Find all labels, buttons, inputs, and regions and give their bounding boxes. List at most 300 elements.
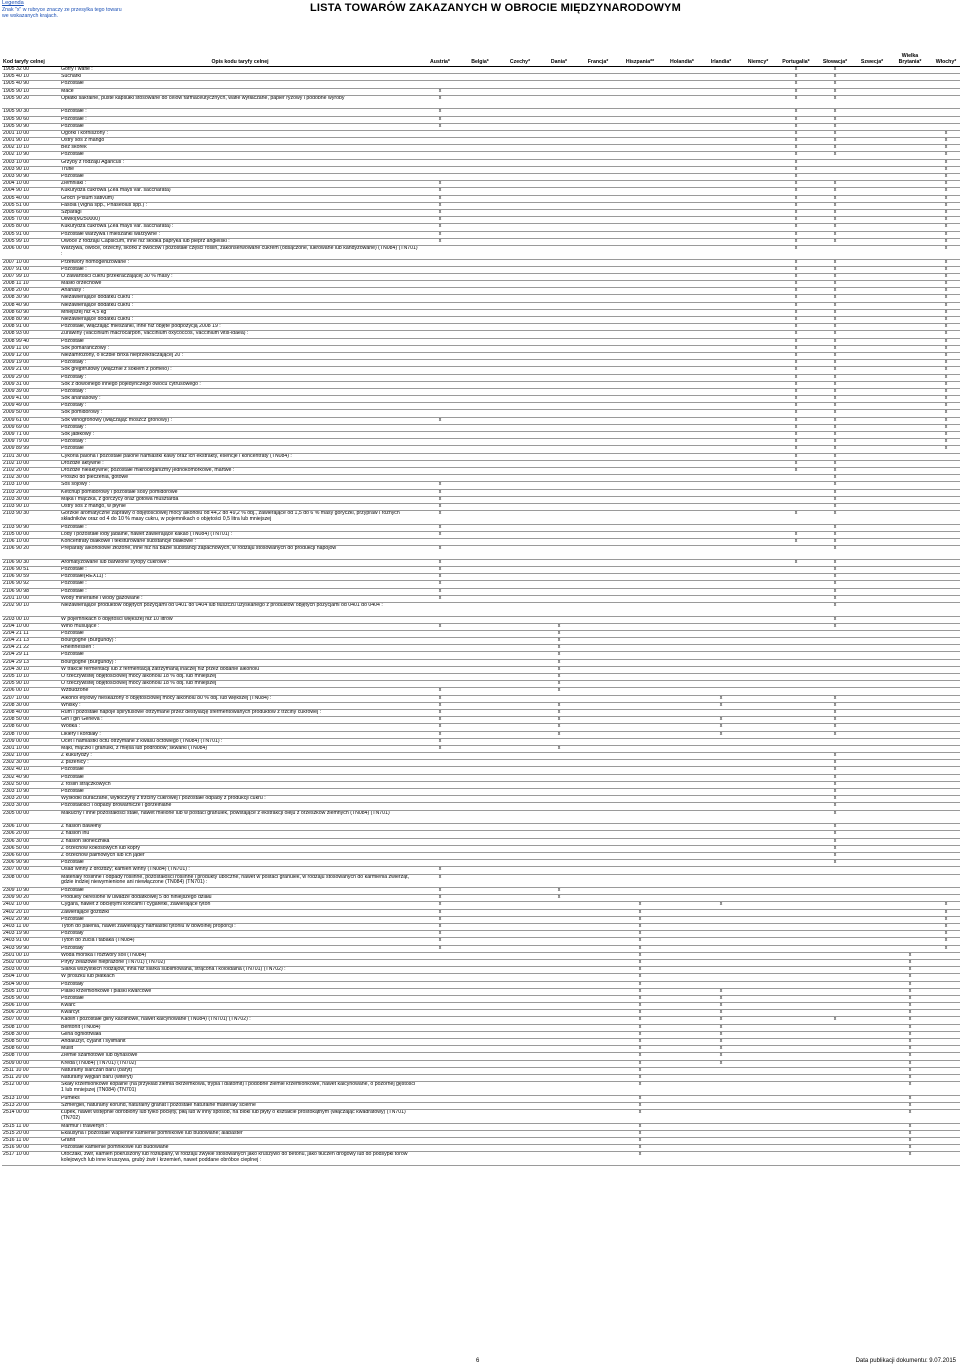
country-mark-cell [540,959,578,966]
country-mark-cell [854,288,890,295]
description-cell: Gorzkie aromatyczne zaprawy o objętościowej mocy alkoholu od 44,2 do 49,2 % obj., zawierające od 1,5 do 6 % masy goryczki, przypraw i różnych składników oraz od 4 do 10 % masy cukru, w pojemnikach o objętości 0,5 litra lub mniejszej [60,511,420,525]
table-row [2,224,960,231]
country-mark-cell [816,638,854,645]
description-cell: Wysłodki buraczane, wytłoczyny z trzciny cukrowej i pozostałe odpady z produkcji cukru : [60,796,420,803]
country-mark-cell [776,1095,816,1102]
country-mark-cell [702,266,740,273]
description-cell: Ziemie szamotowe lub dynasowe [60,1053,420,1060]
country-mark-cell [540,738,578,745]
table-row [2,745,960,752]
description-cell: Pozostałe [60,774,420,781]
country-mark-cell [816,874,854,888]
country-mark-cell [618,224,662,231]
country-mark-cell [662,974,702,981]
country-mark-cell [740,567,776,574]
country-mark-cell [854,695,890,702]
country-mark-cell [618,159,662,166]
country-mark-cell [702,524,740,531]
country-mark-cell [854,724,890,731]
tariff-code-cell: 2204 21 22 [2,645,60,652]
country-mark-cell [578,145,618,152]
country-mark-cell [854,489,890,496]
country-mark-cell [776,546,816,560]
country-mark-cell [740,345,776,352]
country-mark-cell [930,1095,960,1102]
table-row [2,217,960,224]
country-mark-cell [540,1024,578,1031]
country-mark-cell: x [930,403,960,410]
country-mark-cell: x [540,659,578,666]
country-mark-cell [618,588,662,595]
country-mark-cell [890,852,930,859]
country-mark-cell [540,789,578,796]
country-mark-cell [662,467,702,474]
country-mark-cell: x [420,902,460,909]
country-mark-cell [702,874,740,888]
country-mark-cell [740,888,776,895]
country-mark-cell [578,531,618,538]
country-mark-cell [460,1145,500,1152]
country-mark-cell [460,217,500,224]
country-mark-cell [854,659,890,666]
country-mark-cell: x [816,838,854,845]
country-mark-cell [578,123,618,130]
country-mark-cell [540,116,578,123]
country-mark-cell [460,959,500,966]
table-row [2,1130,960,1137]
country-mark-cell: x [618,1145,662,1152]
country-mark-cell [702,645,740,652]
country-mark-cell [776,496,816,503]
country-mark-cell [702,860,740,867]
country-mark-cell [540,909,578,916]
country-mark-cell: x [420,209,460,216]
table-row [2,838,960,845]
country-mark-cell: x [776,446,816,453]
country-mark-cell [500,1053,540,1060]
country-mark-cell [662,931,702,938]
country-mark-cell [540,567,578,574]
country-mark-cell [540,602,578,616]
country-mark-cell [740,1067,776,1074]
tariff-code-cell: 2307 00 00 [2,867,60,874]
country-mark-cell [702,1082,740,1096]
country-mark-cell [890,432,930,439]
country-mark-cell [540,217,578,224]
country-mark-cell [816,659,854,666]
country-mark-cell [740,860,776,867]
country-mark-cell [460,166,500,173]
country-mark-cell: x [776,403,816,410]
country-mark-cell [460,467,500,474]
country-mark-cell [854,1017,890,1024]
country-mark-cell [420,446,460,453]
country-mark-cell [702,511,740,525]
country-mark-cell [578,539,618,546]
country-mark-cell [420,81,460,88]
country-mark-cell [816,902,854,909]
description-cell: Pozostałe : [60,567,420,574]
tariff-code-cell: 2306 60 00 [2,852,60,859]
country-mark-cell: x [420,623,460,630]
country-mark-cell [578,1046,618,1053]
country-mark-cell [930,860,960,867]
country-mark-cell [740,1039,776,1046]
country-mark-cell [540,860,578,867]
country-mark-cell [930,796,960,803]
country-mark-cell [578,674,618,681]
country-mark-cell [740,209,776,216]
country-mark-cell [460,546,500,560]
country-mark-cell: x [890,959,930,966]
publication-date: Data publikacji dokumentu: 9.07.2015 [855,1358,956,1364]
country-mark-cell [702,824,740,831]
country-mark-cell [816,652,854,659]
country-mark-cell [540,753,578,760]
country-mark-cell [500,688,540,695]
country-mark-cell: x [816,345,854,352]
country-mark-cell [420,838,460,845]
country-mark-cell: x [890,1024,930,1031]
country-mark-cell [930,1003,960,1010]
table-row [2,360,960,367]
country-mark-cell: x [816,81,854,88]
country-mark-cell: x [890,967,930,974]
country-mark-cell [702,174,740,181]
country-mark-cell [776,803,816,810]
country-mark-cell [702,838,740,845]
country-mark-cell [702,981,740,988]
country-mark-cell: x [618,967,662,974]
table-row [2,709,960,716]
country-mark-cell: x [618,1123,662,1130]
country-mark-cell [420,1010,460,1017]
country-mark-cell: x [618,924,662,931]
table-row [2,123,960,130]
country-mark-cell [500,338,540,345]
country-mark-cell [930,116,960,123]
country-mark-cell [500,317,540,324]
country-mark-cell [776,789,816,796]
country-mark-cell [854,217,890,224]
table-row [2,916,960,923]
country-mark-cell [890,317,930,324]
country-mark-cell: x [816,74,854,81]
tariff-code-cell: 2103 90 90 [2,524,60,531]
country-mark-cell [578,931,618,938]
country-mark-cell: x [890,1110,930,1124]
country-mark-cell [578,1031,618,1038]
country-mark-cell: x [420,731,460,738]
country-mark-cell [618,345,662,352]
country-mark-cell [578,238,618,245]
country-mark-cell [460,195,500,202]
country-mark-cell [460,324,500,331]
country-mark-cell [500,1017,540,1024]
country-mark-cell: x [816,731,854,738]
table-row [2,959,960,966]
country-mark-cell [540,1110,578,1124]
country-mark-cell [930,1053,960,1060]
country-mark-cell [740,1074,776,1081]
table-row [2,288,960,295]
country-mark-cell [662,1039,702,1046]
country-mark-cell [578,810,618,824]
country-mark-cell [578,1053,618,1060]
description-cell: Koncentraty białkowe i teksturowane substancje białkowe : [60,539,420,546]
country-mark-cell [540,588,578,595]
tariff-code-cell: 1905 90 20 [2,95,60,109]
column-header-country: Austria* [420,53,460,67]
country-mark-cell [816,688,854,695]
tariff-code-cell: 2008 11 10 [2,281,60,288]
country-mark-cell [890,803,930,810]
country-mark-cell: x [540,731,578,738]
country-mark-cell [816,974,854,981]
country-mark-cell [500,396,540,403]
description-cell: Mace [60,88,420,95]
country-mark-cell [618,645,662,652]
country-mark-cell [578,331,618,338]
description-cell: Ostry sos z mango, w płynie [60,503,420,510]
country-mark-cell: x [816,259,854,266]
table-row [2,1145,960,1152]
country-mark-cell [890,281,930,288]
country-mark-cell [740,217,776,224]
country-mark-cell [540,781,578,788]
country-mark-cell [540,496,578,503]
country-mark-cell [578,753,618,760]
country-mark-cell [702,130,740,137]
country-mark-cell [500,259,540,266]
country-mark-cell [854,417,890,424]
country-mark-cell [662,581,702,588]
country-mark-cell [500,895,540,902]
country-mark-cell: x [702,1010,740,1017]
tariff-code-cell: 2005 80 00 [2,224,60,231]
table-row [2,489,960,496]
country-mark-cell: x [776,145,816,152]
country-mark-cell [540,453,578,460]
tariff-code-cell: 2509 00 00 [2,1060,60,1067]
description-cell: Woda morska i roztwory soli (TN084) [60,952,420,959]
country-mark-cell [662,88,702,95]
country-mark-cell [662,1003,702,1010]
country-mark-cell [500,74,540,81]
country-mark-cell [420,753,460,760]
country-mark-cell [776,867,816,874]
country-mark-cell: x [540,709,578,716]
tariff-code-cell: 2006 00 00 [2,245,60,259]
country-mark-cell [702,152,740,159]
country-mark-cell [776,967,816,974]
country-mark-cell [662,909,702,916]
country-mark-cell [540,945,578,952]
country-mark-cell [776,1039,816,1046]
description-cell: Pozostałe [60,888,420,895]
country-mark-cell [540,838,578,845]
country-mark-cell [618,489,662,496]
country-mark-cell [578,952,618,959]
country-mark-cell [540,1053,578,1060]
country-mark-cell [854,531,890,538]
table-row [2,181,960,188]
country-mark-cell [740,453,776,460]
description-cell: O rzeczywistej objętościowej mocy alkoholu 18 % obj. lub mniejszej [60,674,420,681]
country-mark-cell [420,273,460,280]
description-cell: Żurawiny (Vaccinium macrocarpon, Vaccinium oxycoccos, Vaccinium vitis-idaea) : [60,331,420,338]
tariff-code-cell: 2208 40 00 [2,709,60,716]
table-row [2,931,960,938]
country-mark-cell [460,688,500,695]
country-mark-cell [890,388,930,395]
country-mark-cell [460,1031,500,1038]
country-mark-cell: x [816,403,854,410]
country-mark-cell [890,374,930,381]
country-mark-cell: x [420,738,460,745]
country-mark-cell [740,1102,776,1109]
tariff-code-cell: 2103 90 10 [2,503,60,510]
tariff-code-cell: 2508 70 00 [2,1053,60,1060]
country-mark-cell [540,446,578,453]
country-mark-cell [890,595,930,602]
description-cell: Pozostały : [60,360,420,367]
country-mark-cell: x [618,1102,662,1109]
legend-title[interactable]: Legenda [2,0,24,6]
country-mark-cell: x [890,1039,930,1046]
country-mark-cell [854,952,890,959]
country-mark-cell [702,623,740,630]
country-mark-cell: x [930,396,960,403]
country-mark-cell [500,231,540,238]
country-mark-cell [662,531,702,538]
country-mark-cell [890,95,930,109]
tariff-code-cell: 2008 30 90 [2,295,60,302]
country-mark-cell [540,1130,578,1137]
table-row [2,496,960,503]
description-cell: Pumeks [60,1095,420,1102]
country-mark-cell [578,109,618,116]
country-mark-cell [540,273,578,280]
country-mark-cell: x [702,1039,740,1046]
description-cell: Pozostały [60,981,420,988]
country-mark-cell [890,724,930,731]
country-mark-cell [930,781,960,788]
country-mark-cell [500,909,540,916]
country-mark-cell [702,396,740,403]
country-mark-cell [540,209,578,216]
country-mark-cell [854,838,890,845]
table-row [2,824,960,831]
table-row [2,638,960,645]
country-mark-cell [578,166,618,173]
country-mark-cell [618,888,662,895]
description-cell: Kwarcyt [60,1010,420,1017]
country-mark-cell [460,109,500,116]
country-mark-cell [540,524,578,531]
country-mark-cell [890,860,930,867]
country-mark-cell [500,702,540,709]
tariff-code-cell: 2303 10 90 [2,789,60,796]
country-mark-cell: x [776,432,816,439]
country-mark-cell: x [618,909,662,916]
country-mark-cell [702,331,740,338]
country-mark-cell [890,659,930,666]
country-mark-cell: x [816,288,854,295]
country-mark-cell [816,909,854,916]
country-mark-cell [776,796,816,803]
country-mark-cell [420,1046,460,1053]
tariff-code-cell: 2005 70 00 [2,217,60,224]
country-mark-cell [460,681,500,688]
country-mark-cell [890,367,930,374]
country-mark-cell [930,546,960,560]
country-mark-cell [500,745,540,752]
tariff-code-cell: 2007 10 00 [2,259,60,266]
country-mark-cell: x [420,717,460,724]
country-mark-cell [420,295,460,302]
country-mark-cell [740,995,776,1002]
country-mark-cell [460,288,500,295]
tariff-code-cell: 2205 90 10 [2,681,60,688]
country-mark-cell: x [930,266,960,273]
country-mark-cell [740,503,776,510]
country-mark-cell [460,909,500,916]
country-mark-cell [740,403,776,410]
country-mark-cell [460,1152,500,1166]
country-mark-cell [578,1152,618,1166]
country-mark-cell [930,774,960,781]
country-mark-cell [816,895,854,902]
country-mark-cell [740,709,776,716]
country-mark-cell [662,1024,702,1031]
table-row [2,796,960,803]
country-mark-cell: x [816,724,854,731]
country-mark-cell [816,995,854,1002]
country-mark-cell: x [618,1053,662,1060]
country-mark-cell [420,74,460,81]
country-mark-cell [460,874,500,888]
country-mark-cell [890,360,930,367]
country-mark-cell [460,360,500,367]
country-mark-cell [540,1095,578,1102]
country-mark-cell: x [816,145,854,152]
country-mark-cell [776,1060,816,1067]
country-mark-cell [854,717,890,724]
country-mark-cell: x [776,209,816,216]
tariff-code-cell: 2207 10 00 [2,695,60,702]
country-mark-cell: x [930,410,960,417]
country-mark-cell [890,503,930,510]
country-mark-cell [740,630,776,637]
country-mark-cell [890,81,930,88]
country-mark-cell [500,273,540,280]
table-row [2,410,960,417]
country-mark-cell [500,824,540,831]
description-cell: Pozostałe [60,123,420,130]
country-mark-cell [854,803,890,810]
country-mark-cell: x [776,352,816,359]
country-mark-cell [578,645,618,652]
country-mark-cell [776,1123,816,1130]
country-mark-cell [854,195,890,202]
country-mark-cell: x [816,781,854,788]
country-mark-cell: x [420,238,460,245]
country-mark-cell [740,1024,776,1031]
country-mark-cell [420,831,460,838]
country-mark-cell [776,489,816,496]
country-mark-cell [578,688,618,695]
